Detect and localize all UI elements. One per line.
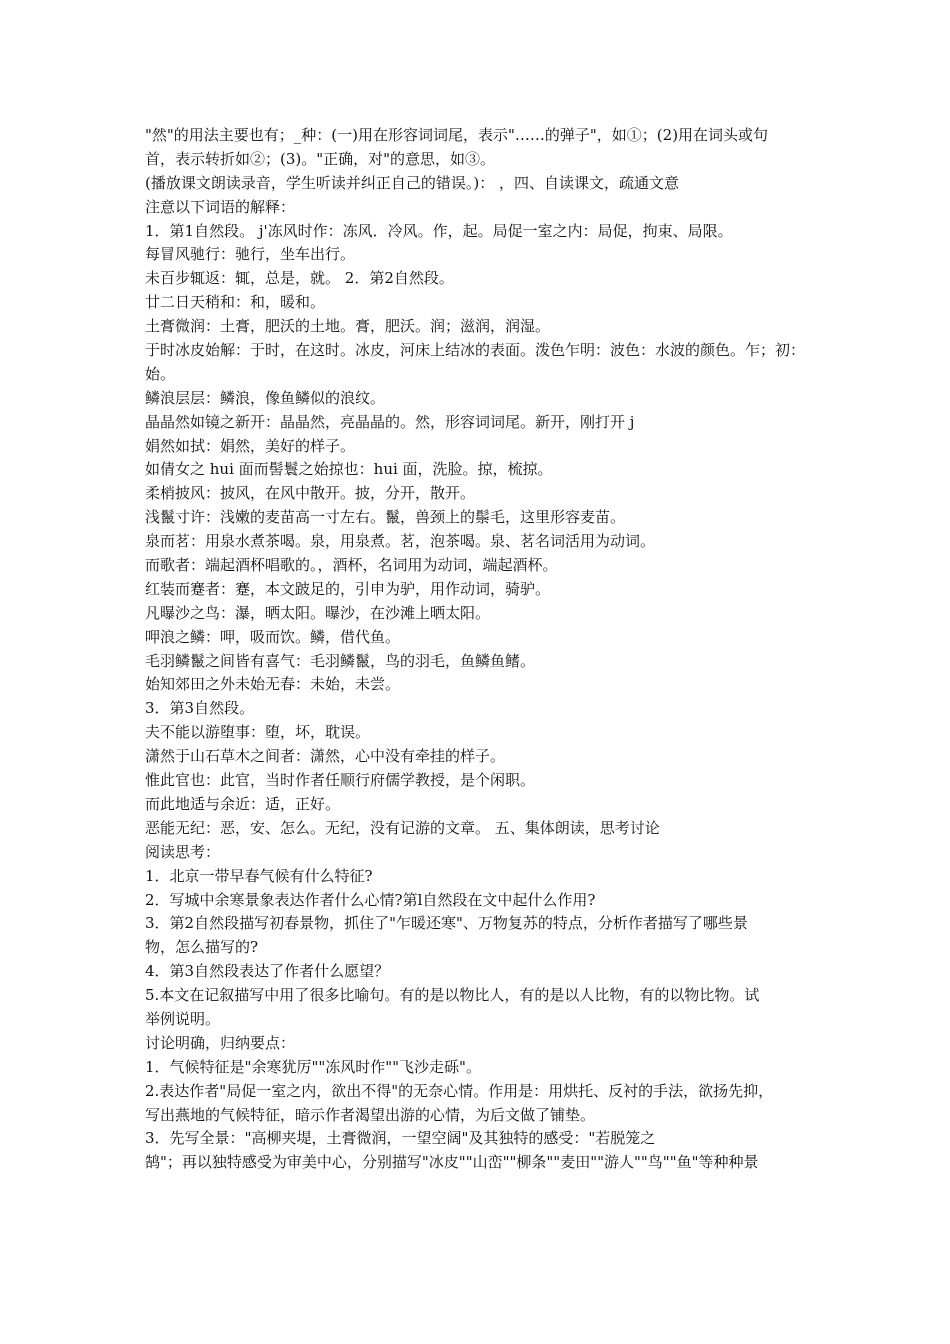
text-line: 每冒风驰行：驰行，坐车出行。 (145, 245, 356, 264)
text-line: 始。 (145, 364, 176, 383)
text-line: 3．先写全景："高柳夹堤，土膏微润，一望空阔"及其独特的感受："若脱笼之 (145, 1129, 656, 1148)
text-line: 举例说明。 (145, 1009, 221, 1028)
text-line: 未百步辄返：辄，总是，就。 2．第2自然段。 (145, 269, 454, 288)
text-line: 5.本文在记叙描写中用了很多比喻句。有的是以物比人，有的是以人比物，有的以物比物。试 (145, 986, 760, 1005)
text-line: 3．第3自然段。 (145, 699, 255, 718)
text-line: 2.表达作者"局促一室之内，欲出不得"的无奈心情。作用是：用烘托、反衬的手法，欲扬先抑， (145, 1081, 774, 1100)
text-line: 写出燕地的气候特征，暗示作者渴望出游的心情，为后文做了铺垫。 (145, 1105, 596, 1124)
text-line: 潇然于山石草木之间者：潇然，心中没有牵挂的样子。 (145, 747, 506, 766)
text-line: 惟此官也：此官，当时作者任顺行府儒学教授，是个闲职。 (145, 771, 536, 790)
text-line: 毛羽鳞鬣之间皆有喜气：毛羽鳞鬣，鸟的羽毛，鱼鳞鱼鳍。 (145, 651, 536, 670)
text-line: 首，表示转折如②；(3)。"正确，对"的意思，如③。 (145, 149, 496, 168)
text-line: 娟然如拭：娟然，美好的样子。 (145, 436, 356, 455)
text-line: 1．气候特征是"余寒犹厉""冻风时作""飞沙走砾"。 (145, 1057, 481, 1076)
text-line: 呷浪之鳞：呷，吸而饮。鳞，借代鱼。 (145, 627, 401, 646)
text-line: 讨论明确，归纳要点： (145, 1033, 296, 1052)
text-line: 4．第3自然段表达了作者什么愿望？ (145, 962, 390, 981)
text-line: (播放课文朗读录音，学生听读并纠正自己的错误。)： ，四、自读课文，疏通文意 (145, 173, 679, 192)
text-line: 鹄"；再以独特感受为审美中心，分别描写"冰皮""山峦""柳条""麦田""游人""鸟""鱼"等种种景 (145, 1153, 759, 1172)
text-line: 柔梢披风：披风，在风中散开。披，分开，散开。 (145, 484, 476, 503)
text-line: 浅鬣寸许：浅嫩的麦苗高一寸左右。鬣，兽颈上的鬃毛，这里形容麦苗。 (145, 508, 626, 527)
text-line: 始知郊田之外未始无春：未始，未尝。 (145, 675, 401, 694)
document-body (145, 124, 813, 1175)
text-line: 红装而蹇者：蹇，本文跛足的，引申为驴，用作动词，骑驴。 (145, 579, 551, 598)
text-line: 泉而茗：用泉水煮茶喝。泉，用泉煮。茗，泡茶喝。泉、茗名词活用为动词。 (145, 532, 656, 551)
text-line: 而此地适与余近：适，正好。 (145, 794, 341, 813)
text-line: 夫不能以游堕事：堕，坏，耽误。 (145, 723, 371, 742)
text-line: 如倩女之 hui 面而髻鬟之始掠也：hui 面，洗脸。掠，梳掠。 (145, 460, 553, 479)
text-line: 廿二日天稍和：和，暖和。 (145, 293, 326, 312)
text-line: 凡曝沙之鸟：瀑，晒太阳。曝沙，在沙滩上晒太阳。 (145, 603, 491, 622)
text-line: 于时冰皮始解：于时，在这时。冰皮，河床上结冰的表面。泼色乍明：波色：水波的颜色。乍；初： (145, 341, 806, 360)
text-line: 鳞浪层层：鳞浪，像鱼鳞似的浪纹。 (145, 388, 386, 407)
text-line: 阅读思考： (145, 842, 221, 861)
text-line: 土膏微润：土膏，肥沃的土地。膏，肥沃。润；滋润，润湿。 (145, 317, 551, 336)
text-line: 1．北京一带早春气候有什么特征? (145, 866, 373, 885)
text-line: 2．写城中余寒景象表达作者什么心情?第l自然段在文中起什么作用? (145, 890, 596, 909)
text-line: "然"的用法主要也有；_种：(一)用在形容词词尾，表示"……的弹子"，如①；(2)用在词头或句 (145, 126, 769, 144)
text-line: 注意以下词语的解释： (145, 197, 296, 216)
text-line: 而歌者：端起酒杯唱歌的。，酒杯，名词用为动词，端起酒杯。 (145, 556, 558, 575)
text-line: 物，怎么描写的? (145, 938, 259, 957)
text-line: 1．第1自然段。 j'冻风时作：冻风．冷风。作，起。局促一室之内：局促，拘束、局限。 (145, 221, 733, 240)
text-line: 恶能无纪：恶，安、怎么。无纪，没有记游的文章。 五、集体朗读，思考讨论 (145, 818, 660, 837)
text-line: 3．第2自然段描写初春景物，抓住了"乍暖还寒"、万物复苏的特点，分析作者描写了哪些景 (145, 914, 748, 933)
text-line: 晶晶然如镜之新开：晶晶然，亮晶晶的。然，形容词词尾。新开，刚打开 j (145, 412, 635, 431)
